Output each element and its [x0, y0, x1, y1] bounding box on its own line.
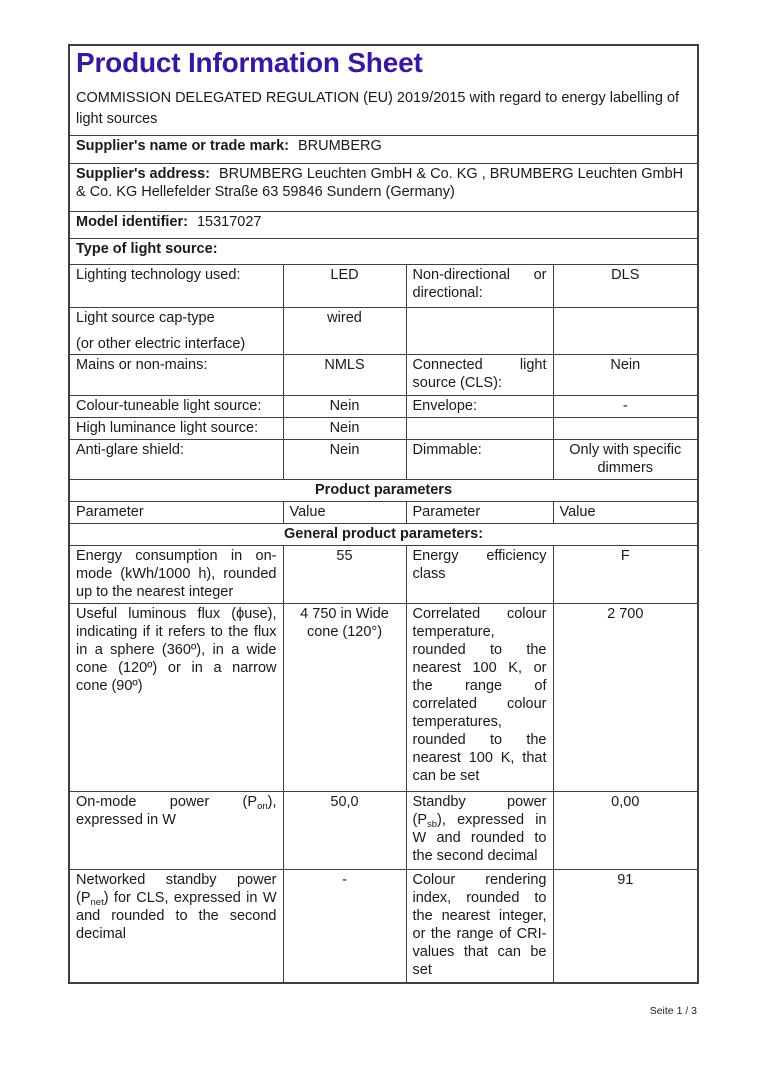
param-value: -: [553, 395, 698, 417]
param-value-empty: [553, 307, 698, 354]
param-label: Connected light source (CLS):: [406, 354, 553, 395]
param-value: Nein: [553, 354, 698, 395]
supplier-address-row: [69, 163, 698, 211]
param-label: Mains or non-mains:: [69, 354, 283, 395]
column-header: Value: [553, 501, 698, 523]
param-label: Energy efficiency class: [406, 545, 553, 603]
param-label: Envelope:: [406, 395, 553, 417]
param-value: -: [283, 869, 406, 983]
param-label: Colour rendering index, rounded to the nearest integer, or the range of CRI-values that can be set: [406, 869, 553, 983]
label-subscript: sb: [427, 818, 438, 830]
param-value: Only with specific dimmers: [553, 439, 698, 479]
cap-type-line1: Light source cap-type: [76, 309, 215, 326]
type-of-light-source-heading: Type of light source:: [69, 238, 698, 264]
supplier-name-label: Supplier's name or trade mark:: [76, 137, 289, 154]
page-title: Product Information Sheet: [76, 47, 423, 78]
supplier-name-value: BRUMBERG: [297, 137, 382, 154]
param-label: [69, 307, 283, 354]
param-value: Nein: [283, 417, 406, 439]
param-value: 4 750 in Wide cone (120°): [283, 603, 406, 791]
supplier-name-row: [69, 135, 698, 163]
param-value: 50,0: [283, 791, 406, 869]
label-text: Networked standby power (P: [76, 871, 277, 906]
param-label: Useful luminous flux (ϕuse), indicating if it refers to the flux in a sphere (360º), in a wide cone (120º) or in a narrow cone (90º): [69, 603, 283, 791]
supplier-address-value: BRUMBERG Leuchten GmbH & Co. KG , BRUMBERG Leuchten GmbH & Co. KG Hellefelder Straße 63 59846 Sundern (Germany): [76, 165, 684, 200]
param-label: Lighting technology used:: [69, 264, 283, 307]
table-row: [69, 264, 698, 307]
model-identifier-row: [69, 211, 698, 238]
param-value: LED: [283, 264, 406, 307]
cap-type-line2: (or other electric interface): [76, 335, 246, 352]
model-identifier-label: Model identifier:: [76, 213, 188, 230]
param-label: Colour-tuneable light source:: [69, 395, 283, 417]
param-value: wired: [283, 307, 406, 354]
param-label: [69, 791, 283, 869]
label-text: Standby power (P: [412, 793, 547, 828]
table-row: [69, 417, 698, 439]
param-value: 55: [283, 545, 406, 603]
label-subscript: net: [90, 896, 104, 908]
table-row: [69, 395, 698, 417]
label-text: ), expressed in W and rounded to the second decimal: [412, 811, 547, 864]
label-text: ) for CLS, expressed in W and rounded to the second decimal: [76, 889, 277, 942]
param-label: High luminance light source:: [69, 417, 283, 439]
table-row: [69, 439, 698, 479]
table-row: [69, 307, 698, 354]
param-label: Energy consumption in on-mode (kWh/1000 h), rounded up to the nearest integer: [69, 545, 283, 603]
table-row: [69, 354, 698, 395]
param-label: [69, 869, 283, 983]
page-number: Seite 1 / 3: [649, 1005, 697, 1017]
param-value: F: [553, 545, 698, 603]
header-cell: [69, 45, 698, 135]
param-value: DLS: [553, 264, 698, 307]
product-parameters-title: Product parameters: [69, 479, 698, 501]
label-text: ), expressed in W: [76, 793, 277, 828]
table-row: [69, 603, 698, 791]
param-label: Dimmable:: [406, 439, 553, 479]
column-header: Parameter: [69, 501, 283, 523]
param-value: 2 700: [553, 603, 698, 791]
table-row: [69, 545, 698, 603]
param-value: Nein: [283, 395, 406, 417]
param-label: [406, 791, 553, 869]
regulation-subtitle: COMMISSION DELEGATED REGULATION (EU) 2019/2015 with regard to energy labelling of light sources: [76, 90, 680, 127]
param-value-empty: [553, 417, 698, 439]
param-label: Non-directional or directional:: [406, 264, 553, 307]
label-subscript: on: [257, 800, 268, 812]
table-row: [69, 869, 698, 983]
param-value: 91: [553, 869, 698, 983]
table-row: [69, 791, 698, 869]
param-label: Correlated colour temperature, rounded to the nearest 100 K, or the range of correlated colour temperatures, rounded to the nearest 100 K, that can be set: [406, 603, 553, 791]
general-product-parameters-title: General product parameters:: [69, 523, 698, 545]
product-information-table: [68, 44, 699, 984]
param-label-empty: [406, 417, 553, 439]
column-header-row: [69, 501, 698, 523]
column-header: Value: [283, 501, 406, 523]
model-identifier-value: 15317027: [196, 213, 262, 230]
column-header: Parameter: [406, 501, 553, 523]
param-value: Nein: [283, 439, 406, 479]
param-label: Anti-glare shield:: [69, 439, 283, 479]
supplier-address-label: Supplier's address:: [76, 165, 210, 182]
label-text: On-mode power (P: [76, 793, 258, 810]
param-label-empty: [406, 307, 553, 354]
param-value: 0,00: [553, 791, 698, 869]
param-value: NMLS: [283, 354, 406, 395]
